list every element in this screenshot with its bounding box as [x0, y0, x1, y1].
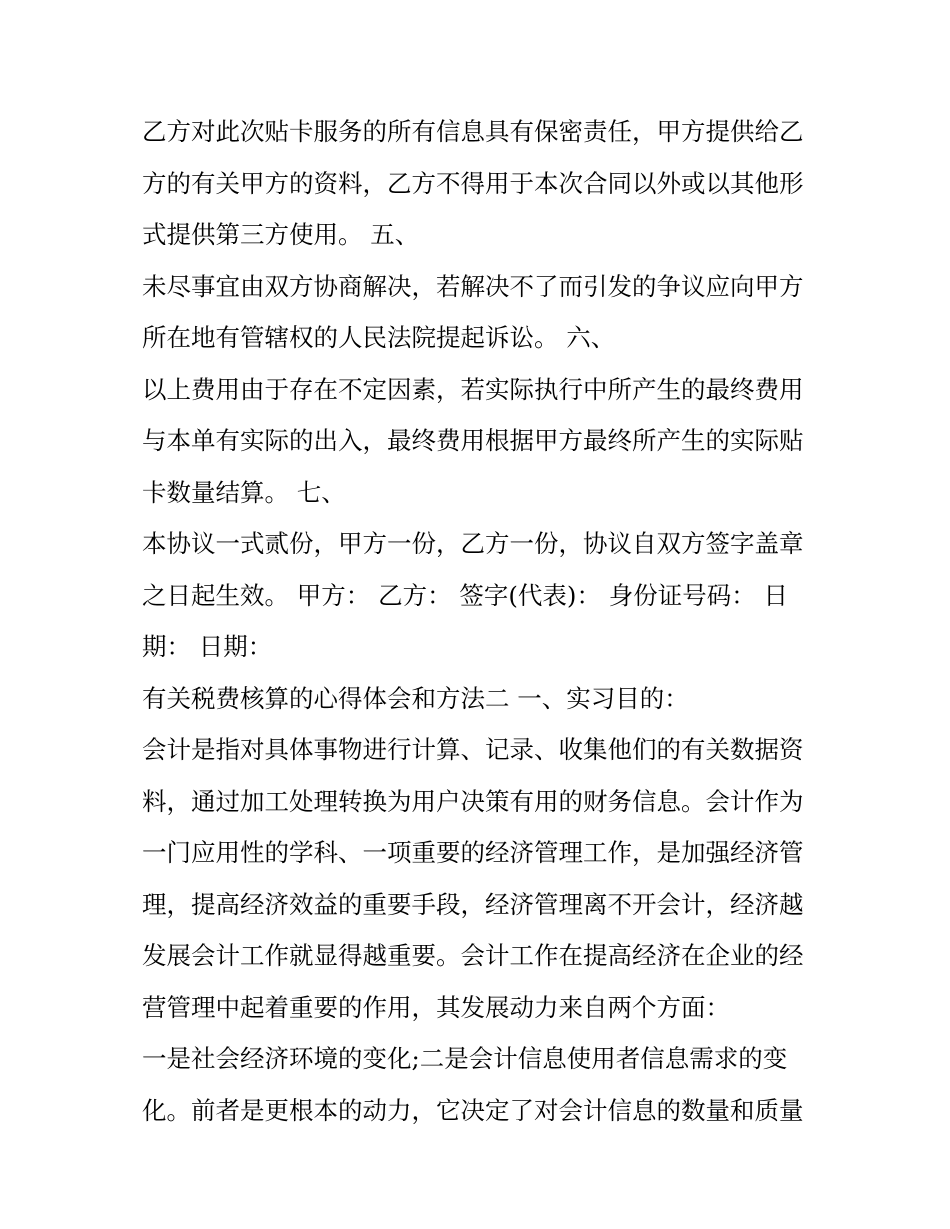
text-line: 理，提高经济效益的重要手段，经济管理离不开会计，经济越	[142, 889, 804, 919]
text-line: 乙方对此次贴卡服务的所有信息具有保密责任，甲方提供给乙	[142, 117, 804, 146]
text-line: 与本单有实际的出入，最终费用根据甲方最终所产生的实际贴	[142, 426, 804, 455]
text-line: 一门应用性的学科、一项重要的经济管理工作，是加强经济管	[142, 838, 804, 867]
text-line: 期： 日期：	[142, 632, 273, 661]
text-line: 式提供第三方使用。 五、	[142, 220, 420, 249]
text-line: 营管理中起着重要的作用，其发展动力来自两个方面：	[142, 992, 730, 1022]
text-line: 所在地有管辖权的人民法院提起诉讼。 六、	[142, 323, 616, 352]
section-heading: 有关税费核算的心得体会和方法二 一、实习目的：	[142, 683, 689, 713]
text-line: 未尽事宜由双方协商解决，若解决不了而引发的争议应向甲方	[142, 271, 804, 301]
text-line: 方的有关甲方的资料，乙方不得用于本次合同以外或以其他形	[142, 168, 804, 198]
text-line: 卡数量结算。 七、	[142, 477, 346, 507]
text-line: 以上费用由于存在不定因素，若实际执行中所产生的最终费用	[142, 374, 804, 404]
text-line: 一是社会经济环境的变化;二是会计信息使用者信息需求的变	[142, 1044, 788, 1073]
text-line: 发展会计工作就显得越重要。会计工作在提高经济在企业的经	[142, 941, 804, 970]
text-line: 本协议一式贰份，甲方一份，乙方一份，协议自双方签字盖章	[142, 529, 804, 558]
text-line: 料，通过加工处理转换为用户决策有用的财务信息。会计作为	[142, 786, 804, 816]
text-line: 化。前者是更根本的动力，它决定了对会计信息的数量和质量	[142, 1095, 804, 1125]
text-line: 之日起生效。 甲方： 乙方： 签字(代表)： 身份证号码： 日	[142, 580, 789, 610]
document-body	[142, 106, 822, 1136]
text-line: 会计是指对具体事物进行计算、记录、收集他们的有关数据资	[142, 735, 804, 764]
